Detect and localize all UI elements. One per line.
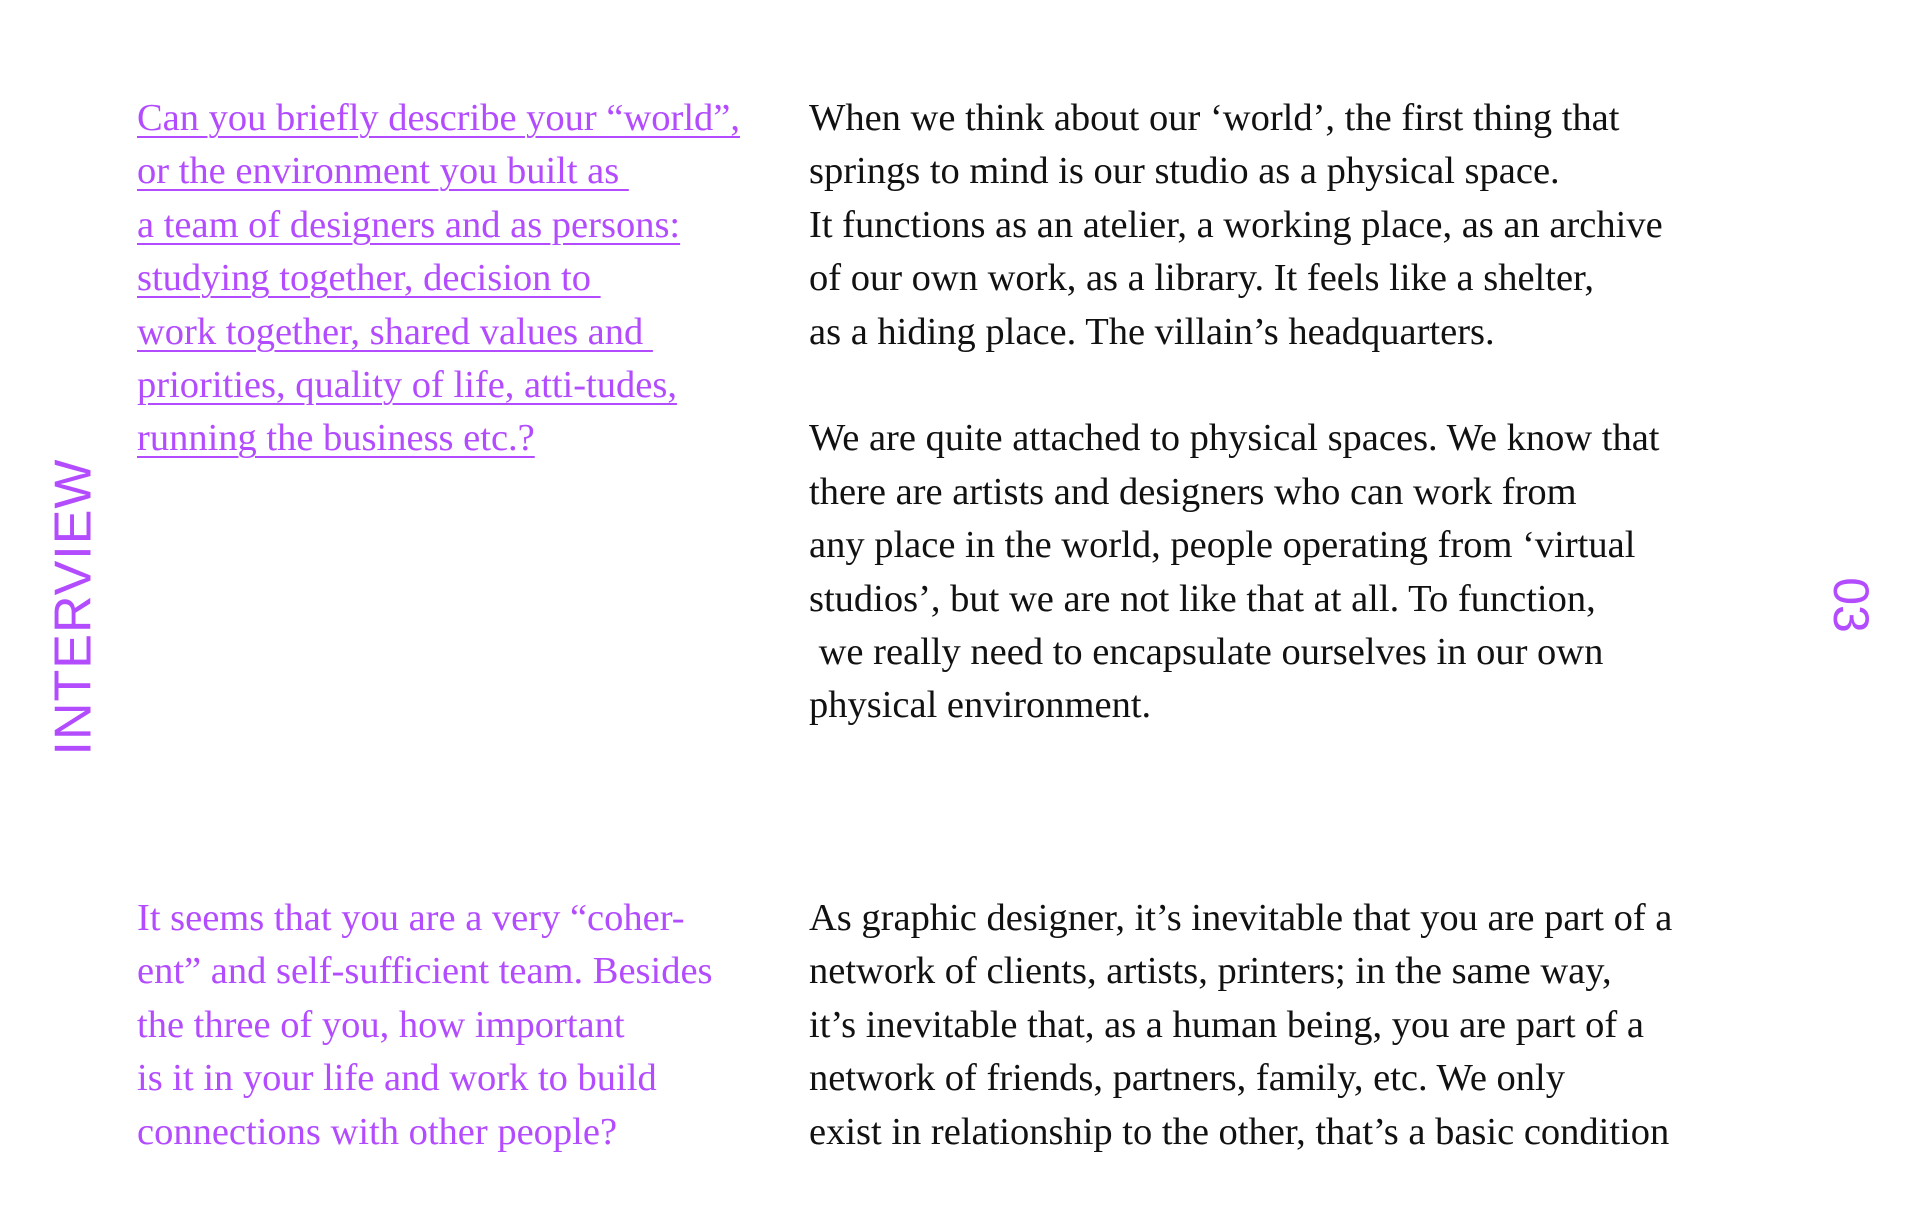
section-label-text: INTERVIEW [44, 458, 102, 756]
answer-1 [809, 92, 1789, 786]
section-label [40, 458, 106, 756]
page-number-text: 03 [1823, 577, 1879, 633]
answer-line: it’s inevitable that, as a human being, you are part of a [809, 1003, 1644, 1046]
answer-line: of our own work, as a library. It feels like a shelter, [809, 257, 1594, 300]
question-line: It seems that you are a very “coher- [137, 897, 685, 939]
answer-line: studios’, but we are not like that at all. To function, [809, 577, 1596, 620]
answer-line: any place in the world, people operating from ‘virtual [809, 524, 1636, 567]
question-1[interactable] [137, 92, 787, 466]
answer-line: physical environment. [809, 684, 1152, 727]
question-line[interactable]: running the business etc.? [137, 417, 535, 460]
question-line: the three of you, how important [137, 1003, 625, 1046]
question-line[interactable]: studying together, decision to [137, 257, 601, 300]
answer-line: we really need to encapsulate ourselves in our own [809, 631, 1604, 674]
question-line: ent” and self-sufficient team. Besides [137, 950, 713, 993]
page-number [1816, 560, 1886, 650]
question-line[interactable]: Can you briefly describe your “world”, [137, 97, 740, 139]
question-line[interactable]: work together, shared values and [137, 310, 653, 353]
answer-line: network of friends, partners, family, etc. We only [809, 1057, 1565, 1100]
answer-line: exist in relationship to the other, that’s a basic condition [809, 1110, 1670, 1153]
answer-line: springs to mind is our studio as a physical space. [809, 150, 1560, 193]
answer-paragraph [809, 412, 1789, 732]
question-line[interactable]: priorities, quality of life, atti-tudes, [137, 364, 677, 407]
question-2 [137, 892, 787, 1159]
question-line: connections with other people? [137, 1110, 618, 1153]
answer-paragraph [809, 92, 1789, 359]
question-line[interactable]: or the environment you built as [137, 150, 629, 193]
answer-line: As graphic designer, it’s inevitable that you are part of a [809, 897, 1673, 939]
answer-paragraph [809, 892, 1789, 1159]
answer-line: When we think about our ‘world’, the first thing that [809, 97, 1620, 139]
question-line: is it in your life and work to build [137, 1057, 657, 1100]
answer-2 [809, 892, 1789, 1212]
answer-line: there are artists and designers who can work from [809, 470, 1577, 513]
question-line[interactable]: a team of designers and as persons: [137, 203, 681, 246]
answer-line: It functions as an atelier, a working place, as an archive [809, 203, 1663, 246]
answer-line: We are quite attached to physical spaces. We know that [809, 417, 1660, 460]
answer-line: as a hiding place. The villain’s headquarters. [809, 310, 1495, 353]
answer-line: network of clients, artists, printers; in the same way, [809, 950, 1612, 993]
